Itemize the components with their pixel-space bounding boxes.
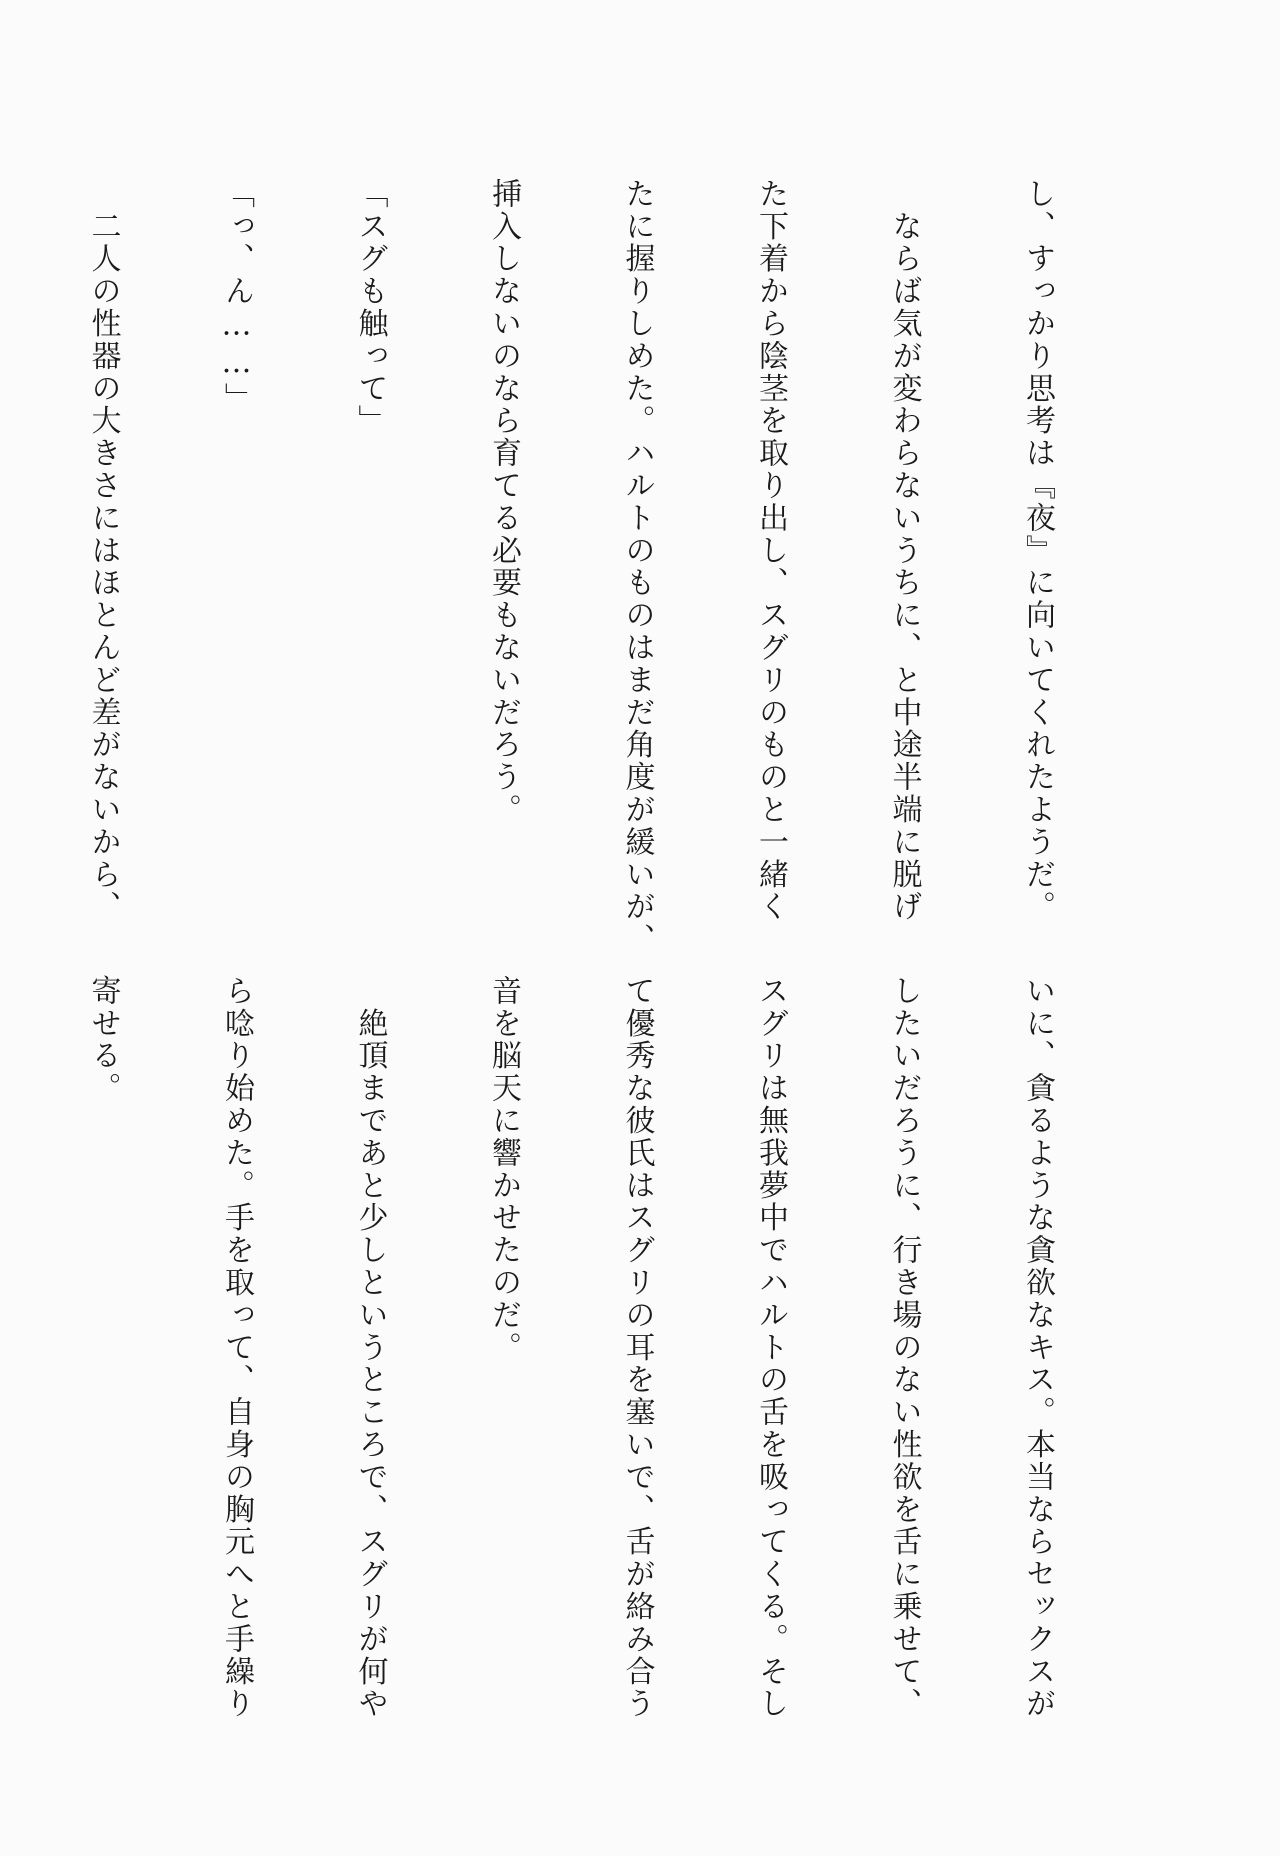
- text-column: し、すっかり思考は『夜』に向いてくれたようだ。: [1020, 178, 1055, 924]
- text-column: スグリは無我夢中でハルトの舌を吸ってくる。そし: [753, 975, 788, 1721]
- text-column: 二人の性器の大きさにはほとんど差がないから、: [85, 178, 121, 924]
- text-block-top: [0, 178, 1148, 956]
- text-column: た下着から陰茎を取り出し、スグリのものと一緒く: [753, 178, 788, 924]
- text-column: 寄せる。: [85, 975, 121, 1105]
- text-column: たに握りしめた。ハルトのものはまだ角度が緩いが、: [619, 178, 655, 956]
- text-column: 「スグも触って」: [352, 178, 388, 438]
- text-column: ならば気が変わらないうちに、と中途半端に脱げ: [886, 178, 922, 924]
- text-column: 挿入しないのなら育てる必要もないだろう。: [486, 178, 521, 826]
- text-block-bottom: [0, 975, 1148, 1721]
- text-column: 絶頂まであと少しというところで、スグリが何や: [352, 975, 388, 1721]
- text-column: いに、貪るような貪欲なキス。本当ならセックスが: [1020, 975, 1055, 1721]
- text-column: 「っ、ん……」: [219, 178, 254, 415]
- text-column: したいだろうに、行き場のない性欲を舌に乗せて、: [886, 975, 922, 1721]
- text-column: て優秀な彼氏はスグリの耳を塞いで、舌が絡み合う: [619, 975, 655, 1721]
- text-column: 音を脳天に響かせたのだ。: [486, 975, 521, 1364]
- text-column: ら唸り始めた。手を取って、自身の胸元へと手繰り: [219, 975, 254, 1721]
